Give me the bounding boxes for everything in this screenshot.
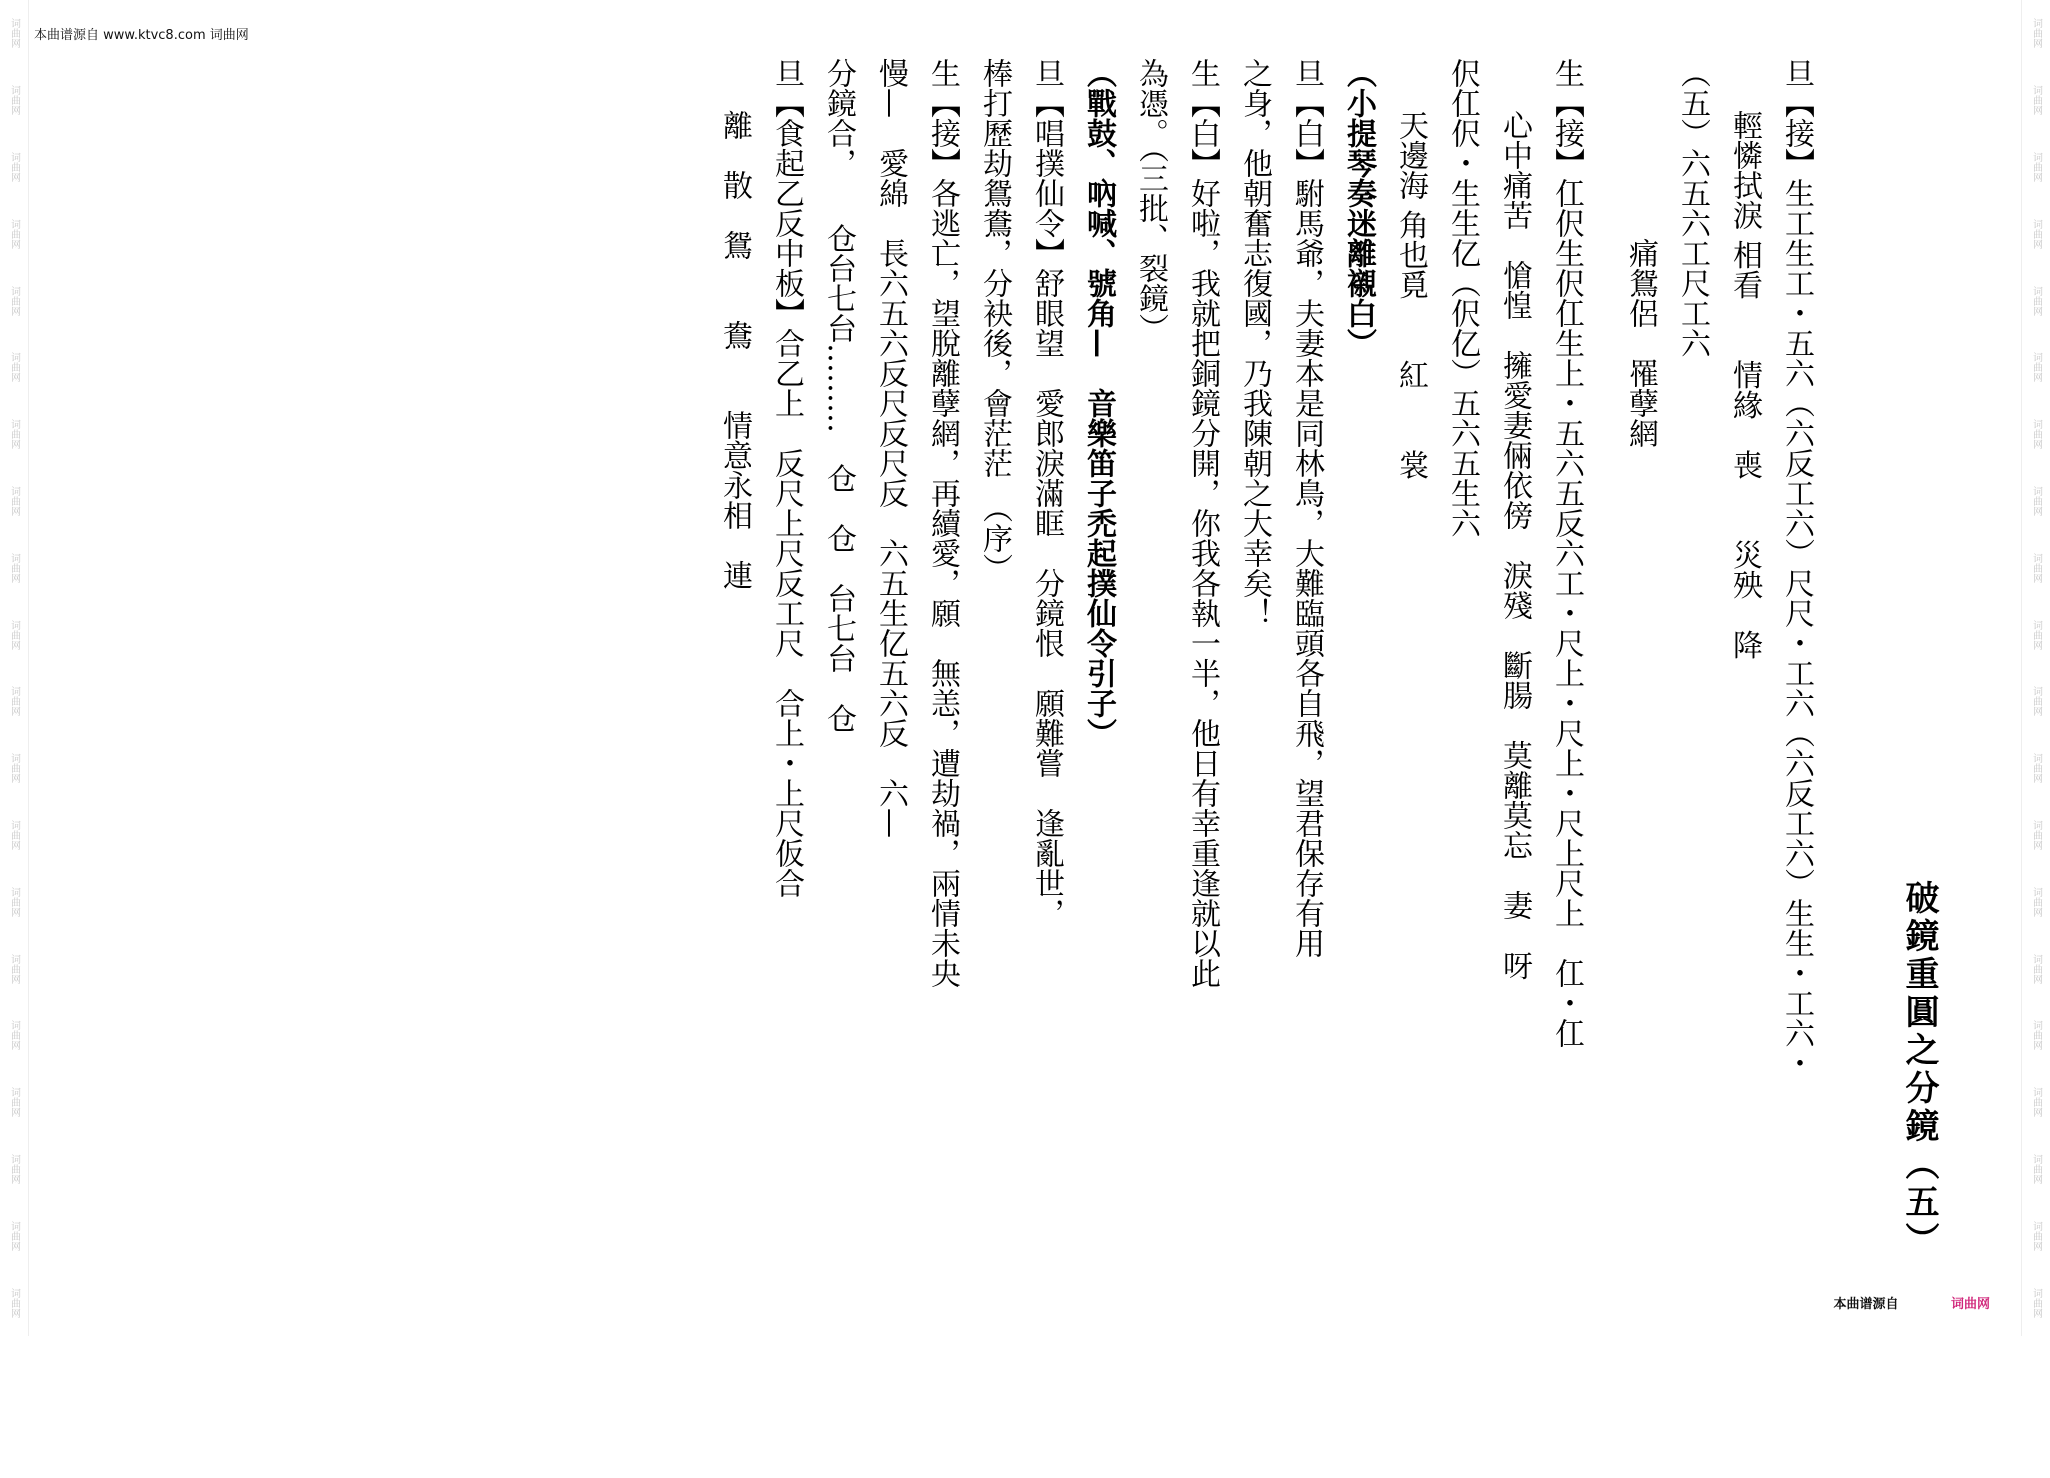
- stage-direction: （戰鼓、吶喊、號角— 音樂笛子禿起撲仙令引子）: [1081, 58, 1116, 748]
- lyrics-column: 心中痛苦 愴惶 擁愛妻倆依傍 淚殘 斷腸 莫離莫忘 妻 呀: [1497, 110, 1532, 980]
- lyrics-column: 旦【唱撲仙令】舒眼望 愛郎淚滿眶 分鏡恨 願難嘗 逢亂世，: [1029, 58, 1064, 928]
- score-column: 分鏡合， 仓台七台……… 仓 仓 台七台 仓: [821, 58, 856, 733]
- score-column: 生【接】仜伬生伬仜生上・五六五反六工・尺上・尺上・尺上尺上 仜・仜: [1549, 58, 1584, 1048]
- dialogue-column: 之身，他朝奮志復國，乃我陳朝之大幸矣！: [1237, 58, 1272, 628]
- dialogue-column: 生【白】好啦，我就把銅鏡分開，你我各執一半，他日有幸重逢就以此: [1185, 58, 1220, 988]
- stage-direction: （小提琴奏迷離襯白）: [1341, 58, 1376, 358]
- score-column: （五）六五六工尺工六: [1675, 58, 1710, 358]
- score-column: 旦【食起乙反中板】合乙上 反尺上尺反工尺 合上・上尺仮合: [769, 58, 804, 898]
- dialogue-column: 為憑。（三批、裂鏡）: [1133, 58, 1168, 343]
- lyrics-column: 痛鴛侶 罹孽網: [1623, 238, 1658, 448]
- right-edge-watermark: 词曲网 词曲网 词曲网 词曲网 词曲网 词曲网 词曲网 词曲网 词曲网 词曲网 词曲网 词曲网 词曲网 词曲网 词曲网 词曲网 词曲网 词曲网 词曲网 词曲网: [2021, 0, 2050, 1336]
- lyrics-column: 棒打歷劫鴛鴦，分袂後，會茫茫 （序）: [977, 58, 1012, 583]
- footer-source: [1833, 1293, 1990, 1312]
- score-title: 破鏡重圓之分鏡（五）: [1899, 880, 1939, 1260]
- lyrics-column: 生【接】各逃亡，望脫離孽網，再續愛，願 無恙，遭劫禍，兩情未央: [925, 58, 960, 988]
- footer-site-link[interactable]: 词曲网: [1950, 1297, 1990, 1312]
- lyrics-column: 天邊海 角也覓 紅 裳: [1393, 110, 1428, 480]
- score-column: 慢— 愛綿 長六五六反尺反尺反 六五生亿五六反 六—: [873, 58, 908, 838]
- header-source-line: 本曲谱源自 www.ktvc8.com 词曲网: [34, 28, 249, 43]
- score-column: 伬仜伬・生生亿（伬亿）五六五生六: [1445, 58, 1480, 538]
- lyrics-column: 離 散 鴛 鴦 情意永相 連: [717, 110, 752, 590]
- left-edge-watermark: 词曲网 词曲网 词曲网 词曲网 词曲网 词曲网 词曲网 词曲网 词曲网 词曲网 词曲网 词曲网 词曲网 词曲网 词曲网 词曲网 词曲网 词曲网 词曲网 词曲网: [0, 0, 29, 1336]
- dialogue-column: 旦【白】駙馬爺，夫妻本是同林鳥，大難臨頭各自飛，望君保存有用: [1289, 58, 1324, 958]
- lyrics-column: 輕憐拭淚 相看 情緣 喪 災殃 降: [1727, 110, 1762, 660]
- footer-source-label: 本曲谱源自: [1833, 1297, 1899, 1312]
- score-body: [706, 58, 1820, 1298]
- score-column: 旦【接】生工生工・五六（六反工六）尺尺・工六（六反工六）生生・工六・: [1779, 58, 1814, 1078]
